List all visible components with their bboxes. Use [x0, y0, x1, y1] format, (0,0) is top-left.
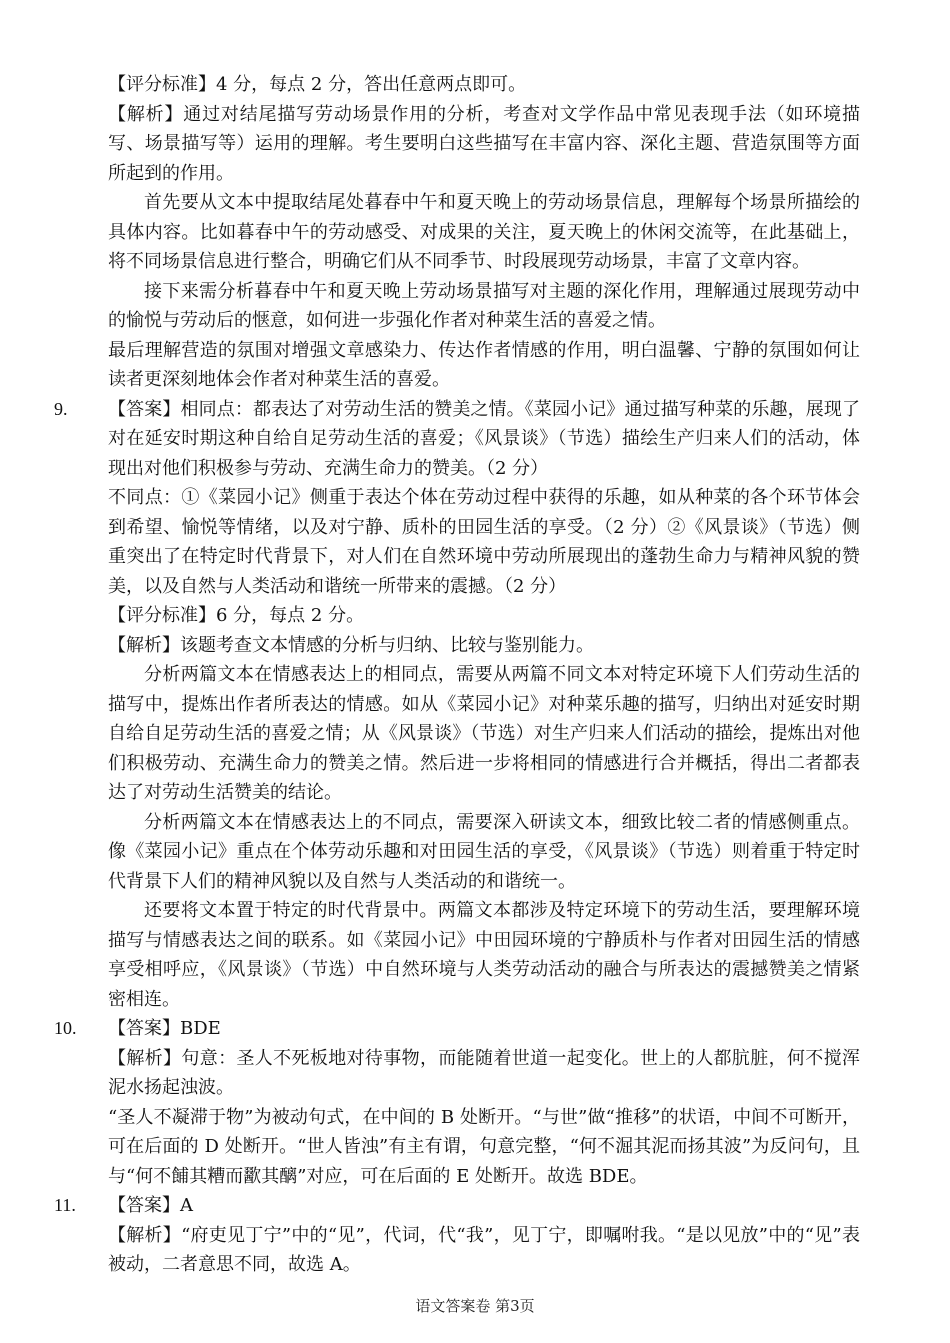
- q8-criteria: 【评分标准】4 分，每点 2 分，答出任意两点即可。: [108, 74, 527, 95]
- q9-answer: 【答案】相同点：都表达了对劳动生活的赞美之情。《菜园小记》通过描写种菜的乐趣，展现了对在延安时期这种自给自足劳动生活的喜爱；《风景谈》（节选）描绘生产归来人们的活动，体现出对他们积极参与劳动、充满生命力的赞美。（2 分）: [108, 398, 860, 479]
- q9-analysis-para-3: 还要将文本置于特定的时代背景中。两篇文本都涉及特定环境下的劳动生活，要理解环境描写与情感表达之间的联系。如《菜园小记》中田园环境的宁静质朴与作者对田园生活的情感享受相呼应，《风景谈》（节选）中自然环境与人类劳动活动的融合与所表达的震撼赞美之情紧密相连。: [108, 900, 860, 1010]
- question-11-number: 11.: [54, 1195, 76, 1215]
- page-footer: 语文答案卷 第3页: [415, 1297, 535, 1315]
- question-10: [54, 1014, 860, 1191]
- q10-analysis: 【解析】句意：圣人不死板地对待事物，而能随着世道一起变化。世上的人都肮脏，何不搅浑泥水扬起浊波。: [108, 1047, 860, 1098]
- q9-analysis: 【解析】该题考查文本情感的分析与归纳、比较与鉴别能力。: [108, 634, 594, 656]
- question-11: [54, 1191, 860, 1280]
- q8-analysis-para-2: 接下来需分析暮春中午和夏天晚上劳动场景描写对主题的深化作用，理解通过展现劳动中的愉悦与劳动后的惬意，如何进一步强化作者对种菜生活的喜爱之情。: [108, 280, 860, 331]
- question-9-number: 9.: [54, 398, 68, 419]
- q9-criteria: 【评分标准】6 分，每点 2 分。: [108, 605, 365, 626]
- q9-analysis-para-1: 分析两篇文本在情感表达上的相同点，需要从两篇不同文本对特定环境下人们劳动生活的描写中，提炼出作者所表达的情感。如从《菜园小记》对种菜乐趣的描写，归纳出对延安时期自给自足劳动生活的喜爱之情；从《风景谈》（节选）对生产归来人们活动的描绘，提炼出对他们积极劳动、充满生命力的赞美之情。然后进一步将相同的情感进行合并概括，得出二者都表达了对劳动生活赞美的结论。: [108, 664, 860, 803]
- answer-content: [54, 70, 860, 1280]
- question-10-number: 10.: [54, 1018, 77, 1038]
- q9-analysis-para-2: 分析两篇文本在情感表达上的不同点，需要深入研读文本，细致比较二者的情感侧重点。像《菜园小记》重点在个体劳动乐趣和对田园生活的享受，《风景谈》（节选）则着重于特定时代背景下人们的精神风貌以及自然与人类活动的和谐统一。: [108, 811, 860, 892]
- q8-analysis-para-3: 最后理解营造的氛围对增强文章感染力、传达作者情感的作用，明白温馨、宁静的氛围如何让读者更深刻地体会作者对种菜生活的喜爱。: [108, 339, 860, 390]
- q11-analysis: 【解析】“府吏见丁宁”中的“见”，代词，代“我”，见丁宁，即嘱咐我。“是以见放”中的“见”表被动，二者意思不同，故选 A。: [108, 1224, 860, 1275]
- q8-analysis-para-1: 首先要从文本中提取结尾处暮春中午和夏天晚上的劳动场景信息，理解每个场景所描绘的具体内容。比如暮春中午的劳动感受、对成果的关注，夏天晚上的休闲交流等，在此基础上，将不同场景信息进行整合，明确它们从不同季节、时段展现劳动场景，丰富了文章内容。: [108, 192, 860, 272]
- question-9: [54, 395, 860, 1015]
- q8-analysis: 【解析】通过对结尾描写劳动场景作用的分析，考查对文学作品中常见表现手法（如环境描写、场景描写等）运用的理解。考生要明白这些描写在丰富内容、深化主题、营造氛围等方面所起到的作用。: [108, 103, 860, 184]
- q8-tail: [108, 70, 860, 395]
- q10-analysis-para-1: “圣人不凝滞于物”为被动句式，在中间的 B 处断开。“与世”做“推移”的状语，中间不可断开，可在后面的 D 处断开。“世人皆浊”有主有谓，句意完整，“何不淈其泥而扬其波”为反问句，且与“何不餔其糟而歠其醨”对应，可在后面的 E 处断开。故选 BDE。: [108, 1106, 860, 1187]
- q9-differences: 不同点：①《菜园小记》侧重于表达个体在劳动过程中获得的乐趣，如从种菜的各个环节体会到希望、愉悦等情绪，以及对宁静、质朴的田园生活的享受。（2 分）②《风景谈》（节选）侧重突出了在特定时代背景下，对人们在自然环境中劳动所展现出的蓬勃生命力与精神风貌的赞美，以及自然与人类活动和谐统一所带来的震撼。（2 分）: [108, 487, 860, 597]
- q10-answer: 【答案】BDE: [108, 1018, 221, 1039]
- q11-answer: 【答案】A: [108, 1195, 193, 1216]
